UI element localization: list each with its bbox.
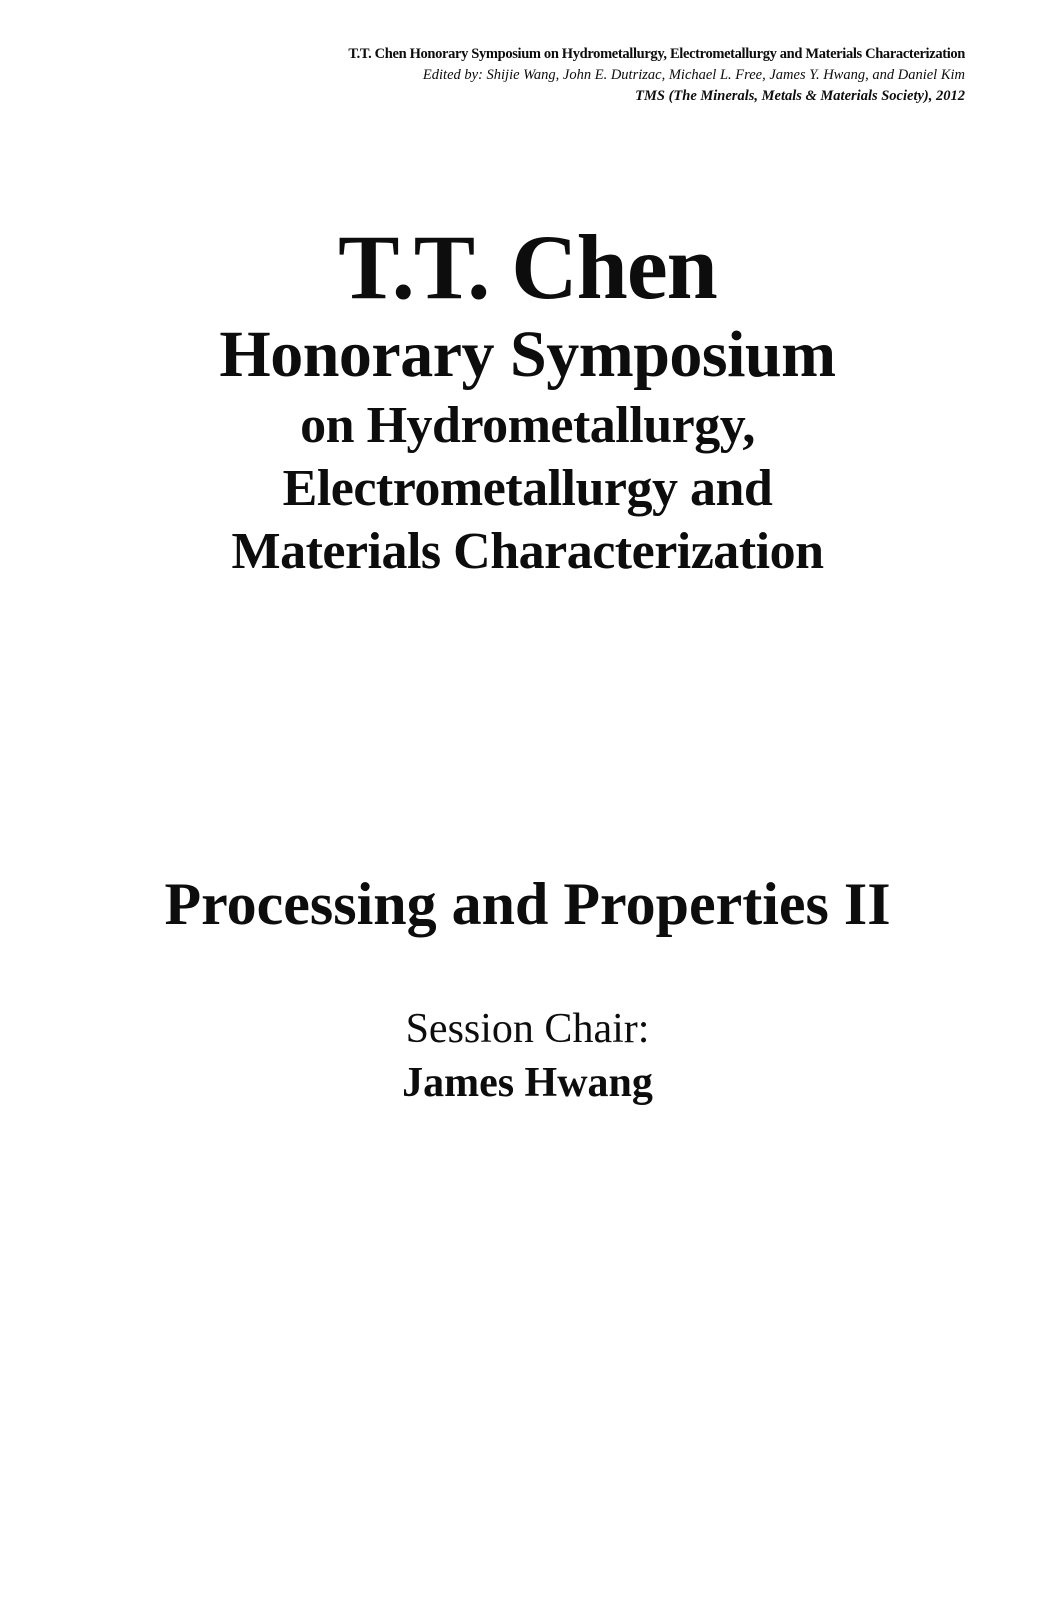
symposium-honoree-name: T.T. Chen: [338, 216, 717, 318]
header-book-title: T.T. Chen Honorary Symposium on Hydrometallurgy, Electrometallurgy and Materials Characterization: [348, 46, 965, 62]
session-chair-name: James Hwang: [402, 1060, 653, 1106]
symposium-subtitle-line-2: Electrometallurgy and: [282, 460, 773, 517]
symposium-subtitle-line-1: on Hydrometallurgy,: [300, 397, 755, 454]
header-publisher: TMS (The Minerals, Metals & Materials Society), 2012: [635, 88, 965, 104]
symposium-title-block: [0, 218, 1055, 583]
header-editors: Edited by: Shijie Wang, John E. Dutrizac, Michael L. Free, James Y. Hwang, and Daniel Kim: [422, 67, 965, 83]
symposium-title: Honorary Symposium: [219, 318, 836, 391]
symposium-subtitle-line-3: Materials Characterization: [231, 523, 824, 580]
session-title: Processing and Properties II: [164, 871, 891, 937]
running-header: [348, 44, 965, 107]
session-chair-label: Session Chair:: [405, 1006, 650, 1052]
